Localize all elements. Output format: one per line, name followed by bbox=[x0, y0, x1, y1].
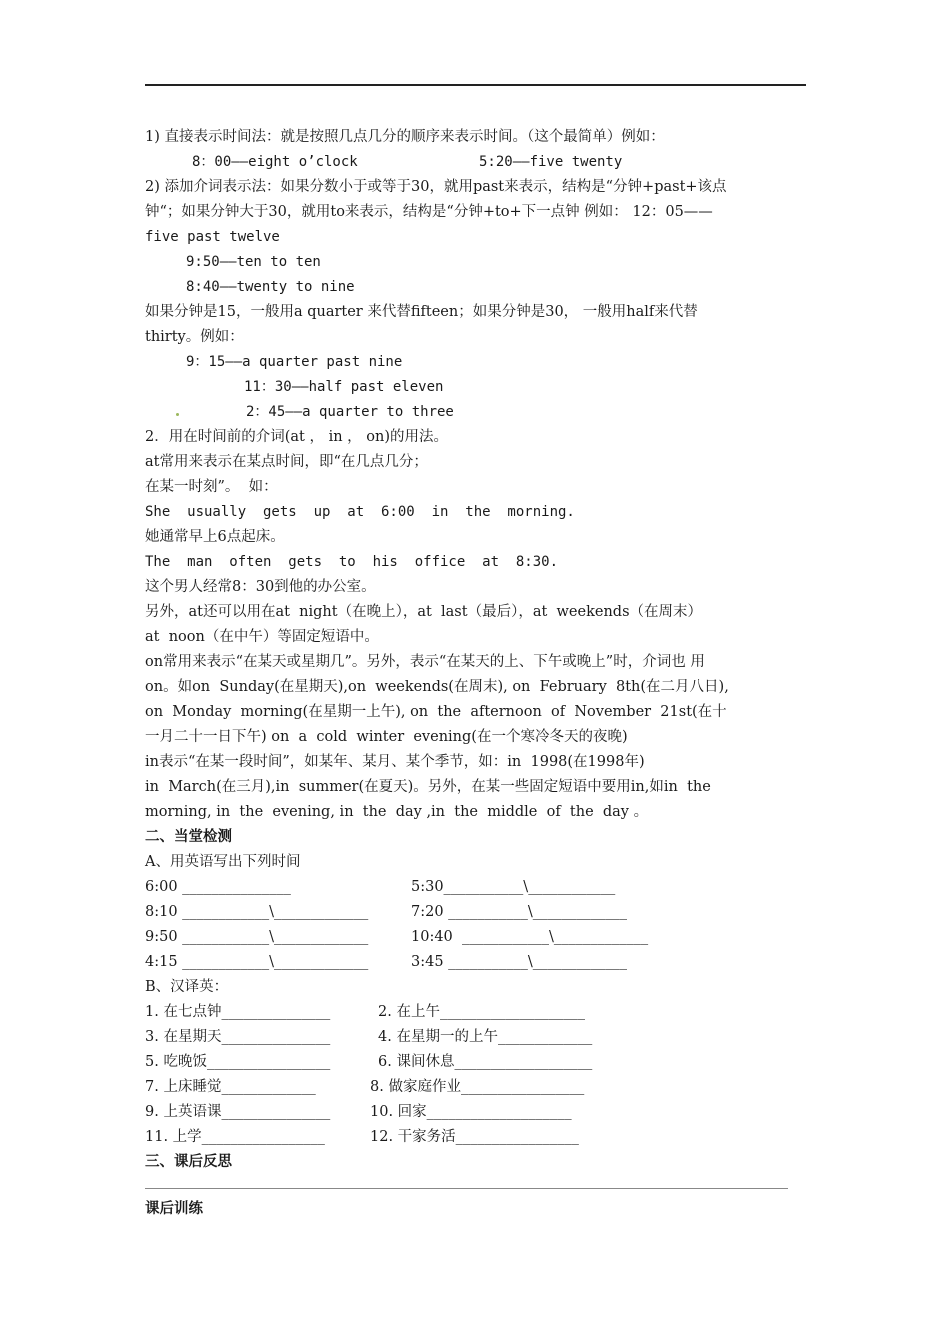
line-8: 如果分钟是15，一般用a quarter 来代替fifteen；如果分钟是30， 一般用half来代替 bbox=[145, 304, 698, 320]
line-12: 2：45——a quarter to three bbox=[246, 404, 454, 420]
trans-row-5-left: 9. 上英语课_______________ bbox=[145, 1104, 331, 1120]
line-4: 钟“；如果分钟大于30，就用to来表示，结构是“分钟+to+下一点钟 例如： 12：05—— bbox=[145, 204, 713, 220]
decorative-dot bbox=[176, 413, 179, 416]
line-26: in表示“在某一段时间”，如某年、某月、某个季节，如：in 1998(在1998年) bbox=[145, 754, 645, 770]
line-14: at常用来表示在某点时间，即“在几点几分； bbox=[145, 454, 428, 470]
line-27: in March(在三月),in summer(在夏天)。另外，在某一些固定短语中要用in,如in the bbox=[145, 779, 711, 795]
trans-row-2-right: 4. 在星期一的上午_____________ bbox=[378, 1029, 593, 1045]
time-row-1-right: 5:30___________\____________ bbox=[411, 879, 616, 895]
section-3-heading: 三、课后反思 bbox=[145, 1154, 232, 1170]
time-row-1-left: 6:00 _______________ bbox=[145, 879, 291, 895]
trans-row-1-left: 1. 在七点钟_______________ bbox=[145, 1004, 331, 1020]
time-row-2-right: 7:20 ___________\_____________ bbox=[411, 904, 628, 920]
line-3: 2) 添加介词表示法：如果分数小于或等于30，就用past来表示，结构是“分钟+past+该点 bbox=[145, 179, 727, 195]
time-row-4-right: 3:45 ___________\_____________ bbox=[411, 954, 628, 970]
line-11: 11：30——half past eleven bbox=[244, 379, 444, 395]
part-b-title: B、汉译英： bbox=[145, 979, 229, 995]
line-18: The man often gets to his office at 8:30. bbox=[145, 554, 559, 570]
trans-row-3-right: 6. 课间休息___________________ bbox=[378, 1054, 593, 1070]
trans-row-2-left: 3. 在星期天_______________ bbox=[145, 1029, 331, 1045]
time-row-4-left: 4:15 ____________\_____________ bbox=[145, 954, 369, 970]
line-17: 她通常早上6点起床。 bbox=[145, 529, 285, 545]
time-row-3-left: 9:50 ____________\_____________ bbox=[145, 929, 369, 945]
trans-row-1-right: 2. 在上午____________________ bbox=[378, 1004, 585, 1020]
footer-heading: 课后训练 bbox=[145, 1201, 203, 1217]
line-19: 这个男人经常8：30到他的办公室。 bbox=[145, 579, 376, 595]
line-1: 1) 直接表示时间法：就是按照几点几分的顺序来表示时间。（这个最简单）例如： bbox=[145, 129, 665, 145]
trans-row-4-right: 8. 做家庭作业_________________ bbox=[370, 1079, 585, 1095]
line-24: on Monday morning(在星期一上午), on the afternoon of November 21st(在十 bbox=[145, 704, 727, 720]
line-13: 2．用在时间前的介词(at ， in ， on)的用法。 bbox=[145, 429, 448, 445]
line-23: on。如on Sunday(在星期天),on weekends(在周末), on February 8th(在二月八日), bbox=[145, 679, 729, 695]
trans-row-3-left: 5. 吃晚饭_________________ bbox=[145, 1054, 331, 1070]
line-16: She usually gets up at 6:00 in the morning. bbox=[145, 504, 575, 520]
trans-row-5-right: 10. 回家____________________ bbox=[370, 1104, 572, 1120]
time-row-2-left: 8:10 ____________\_____________ bbox=[145, 904, 369, 920]
line-9: thirty。例如： bbox=[145, 329, 244, 345]
line-6: 9:50——ten to ten bbox=[186, 254, 321, 270]
line-21: at noon（在中午）等固定短语中。 bbox=[145, 629, 379, 645]
line-25: 一月二十一日下午) on a cold winter evening(在一个寒冷冬天的夜晚) bbox=[145, 729, 628, 745]
line-2b: 5:20——five twenty bbox=[479, 154, 623, 170]
line-5: five past twelve bbox=[145, 229, 280, 245]
line-15: 在某一时刻”。 如： bbox=[145, 479, 278, 495]
reflection-line bbox=[145, 1188, 788, 1189]
line-7: 8:40——twenty to nine bbox=[186, 279, 355, 295]
line-28: morning, in the evening, in the day ,in the middle of the day 。 bbox=[145, 804, 649, 820]
line-2a: 8：00——eight o’clock bbox=[192, 154, 358, 170]
trans-row-4-left: 7. 上床睡觉_____________ bbox=[145, 1079, 316, 1095]
line-20: 另外，at还可以用在at night（在晚上），at last（最后），at weekends（在周末） bbox=[145, 604, 703, 620]
line-22: on常用来表示“在某天或星期几”。另外，表示“在某天的上、下午或晚上”时，介词也 用 bbox=[145, 654, 705, 670]
line-10: 9：15——a quarter past nine bbox=[186, 354, 403, 370]
part-a-title: A、用英语写出下列时间 bbox=[145, 854, 301, 870]
trans-row-6-right: 12. 干家务活_________________ bbox=[370, 1129, 579, 1145]
time-row-3-right: 10:40 ____________\_____________ bbox=[411, 929, 649, 945]
header-rule bbox=[145, 84, 806, 86]
section-2-heading: 二、当堂检测 bbox=[145, 829, 232, 845]
trans-row-6-left: 11. 上学_________________ bbox=[145, 1129, 325, 1145]
